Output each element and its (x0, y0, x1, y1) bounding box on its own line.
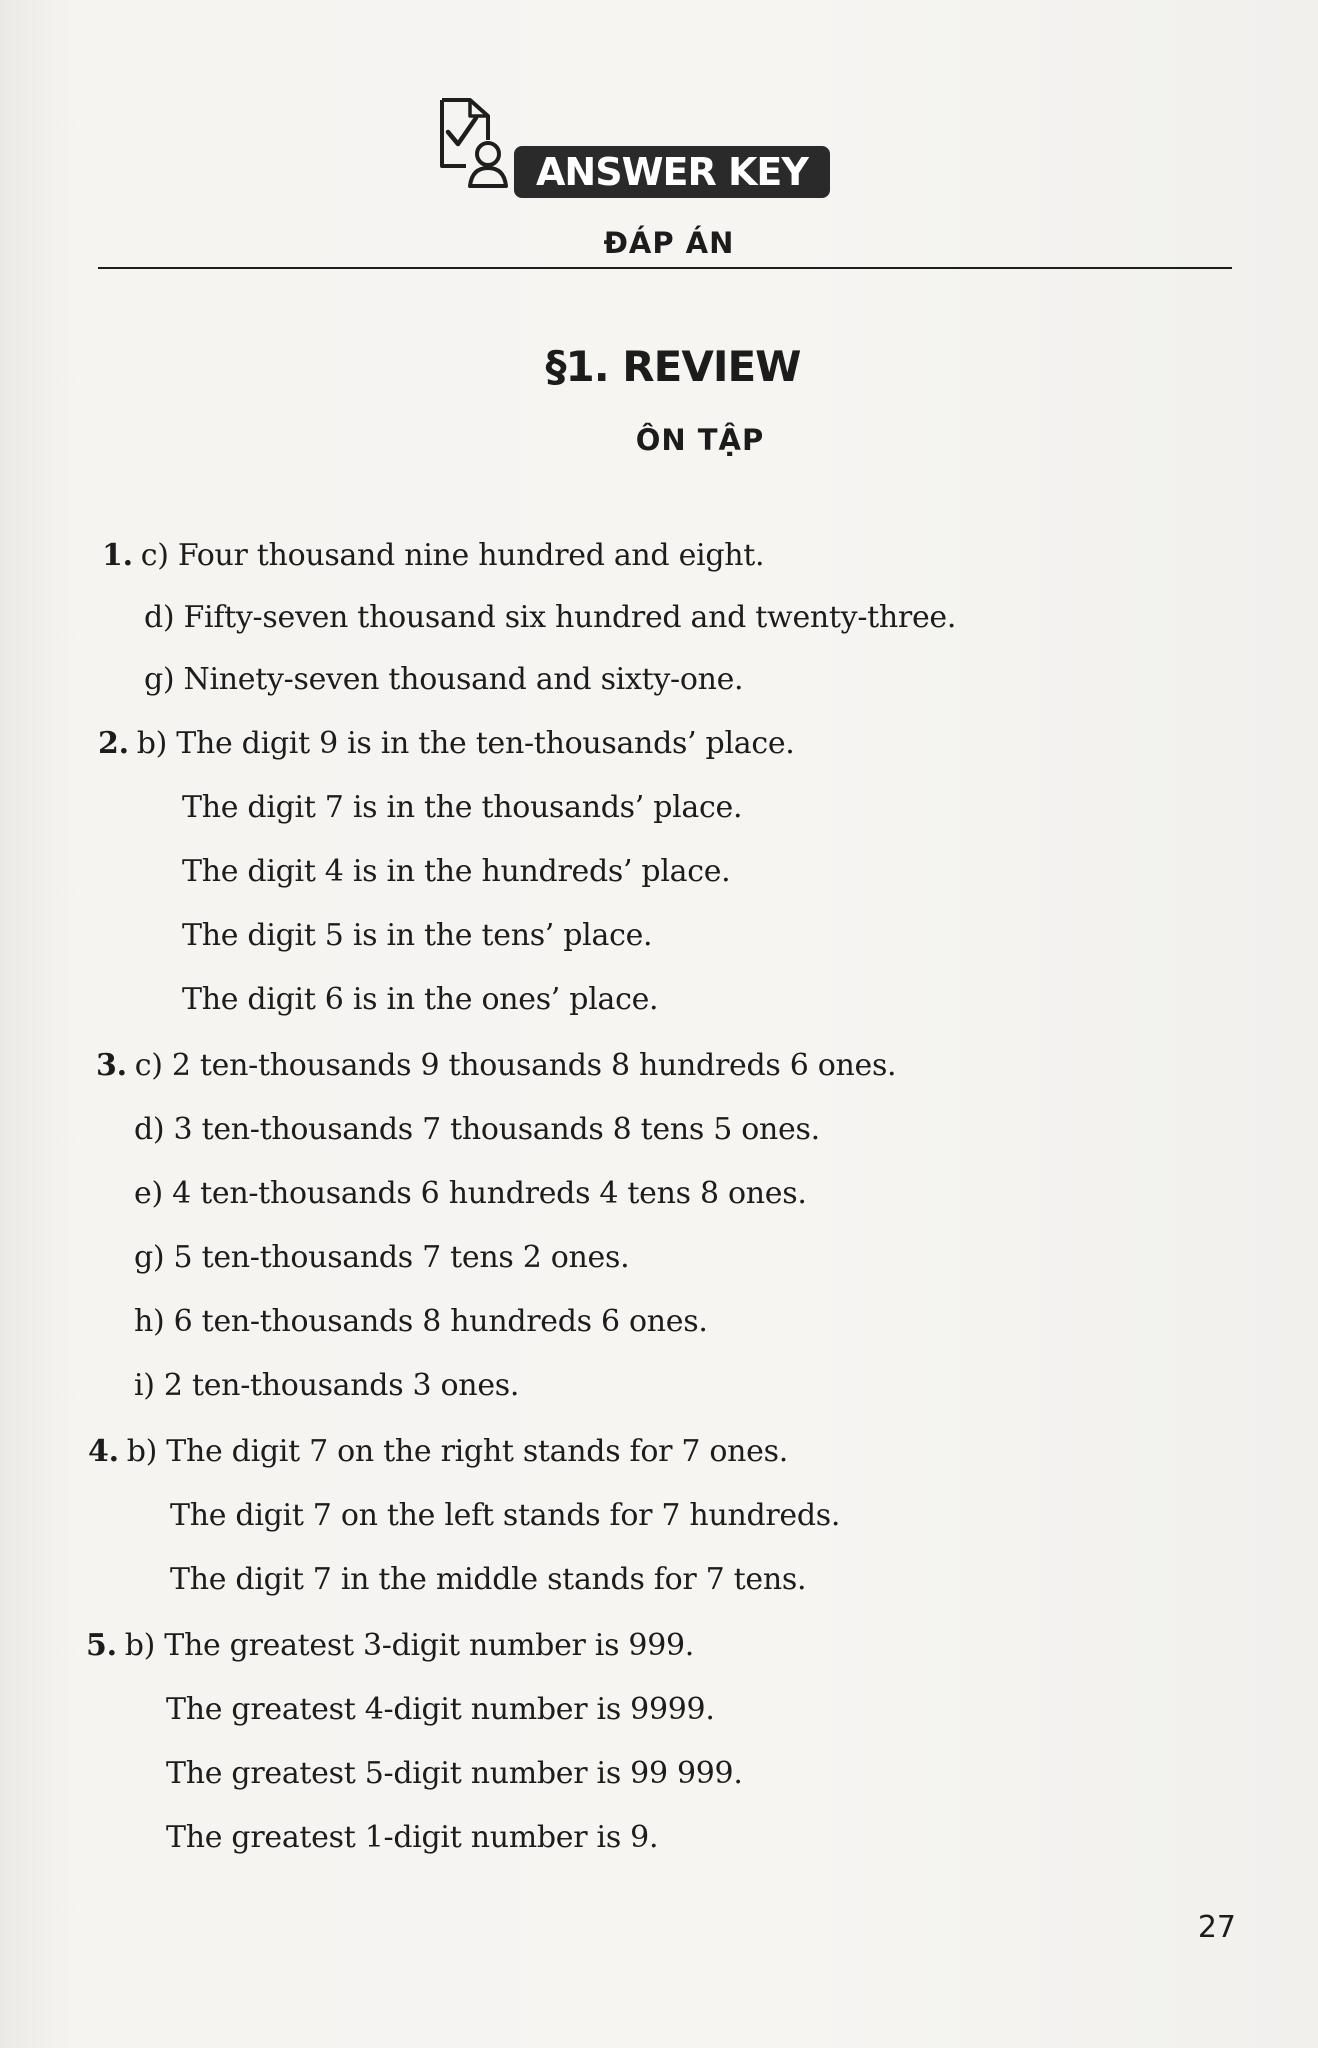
answer-line (98, 726, 795, 761)
answer-line: The greatest 5-digit number is 99 999. (166, 1756, 743, 1791)
answer-line: The digit 4 is in the hundreds’ place. (182, 854, 731, 889)
answer-key-badge (436, 94, 836, 204)
answer-key-label: ANSWER KEY (514, 146, 830, 198)
answer-line: The greatest 4-digit number is 9999. (166, 1692, 715, 1727)
section-title (0, 342, 1318, 391)
answer-text: c) 2 ten-thousands 9 thousands 8 hundreds 6 ones. (134, 1048, 897, 1083)
answer-line (96, 1048, 896, 1083)
answer-line: i) 2 ten-thousands 3 ones. (134, 1368, 520, 1403)
question-number: 4. (88, 1434, 119, 1469)
section-subtitle-text: ÔN TẬP (635, 423, 765, 457)
answer-line: d) Fifty-seven thousand six hundred and twenty-three. (144, 600, 957, 635)
header-divider (98, 267, 1232, 269)
answer-line: g) Ninety-seven thousand and sixty-one. (144, 662, 744, 697)
question-number: 3. (96, 1048, 127, 1083)
answer-line: h) 6 ten-thousands 8 hundreds 6 ones. (134, 1304, 708, 1339)
answer-text: b) The digit 9 is in the ten-thousands’ place. (136, 726, 795, 761)
answer-line: g) 5 ten-thousands 7 tens 2 ones. (134, 1240, 630, 1275)
question-number: 5. (86, 1628, 117, 1663)
answer-text: b) The digit 7 on the right stands for 7 ones. (126, 1434, 788, 1469)
section-title-text: §1. REVIEW (545, 342, 801, 391)
answer-line (88, 1434, 788, 1469)
answer-text: b) The greatest 3-digit number is 999. (124, 1628, 695, 1663)
answer-line (86, 1628, 694, 1663)
answer-line: The digit 7 on the left stands for 7 hundreds. (170, 1498, 841, 1533)
question-number: 2. (98, 726, 129, 761)
header-subtitle-text: ĐÁP ÁN (603, 226, 735, 260)
answer-line: The greatest 1-digit number is 9. (166, 1820, 659, 1855)
header-subtitle (0, 226, 1318, 260)
answer-line: The digit 5 is in the tens’ place. (182, 918, 653, 953)
page-number: 27 (1197, 1910, 1236, 1945)
answer-line: The digit 7 in the middle stands for 7 tens. (170, 1562, 807, 1597)
answer-line: The digit 6 is in the ones’ place. (182, 982, 659, 1017)
answer-line: d) 3 ten-thousands 7 thousands 8 tens 5 ones. (134, 1112, 820, 1147)
document-check-user-icon (436, 94, 526, 204)
answer-text: c) Four thousand nine hundred and eight. (140, 538, 765, 573)
question-number: 1. (102, 538, 133, 573)
answer-line: e) 4 ten-thousands 6 hundreds 4 tens 8 ones. (134, 1176, 807, 1211)
section-subtitle (0, 423, 1318, 457)
answer-line (102, 538, 764, 573)
answer-line: The digit 7 is in the thousands’ place. (182, 790, 743, 825)
